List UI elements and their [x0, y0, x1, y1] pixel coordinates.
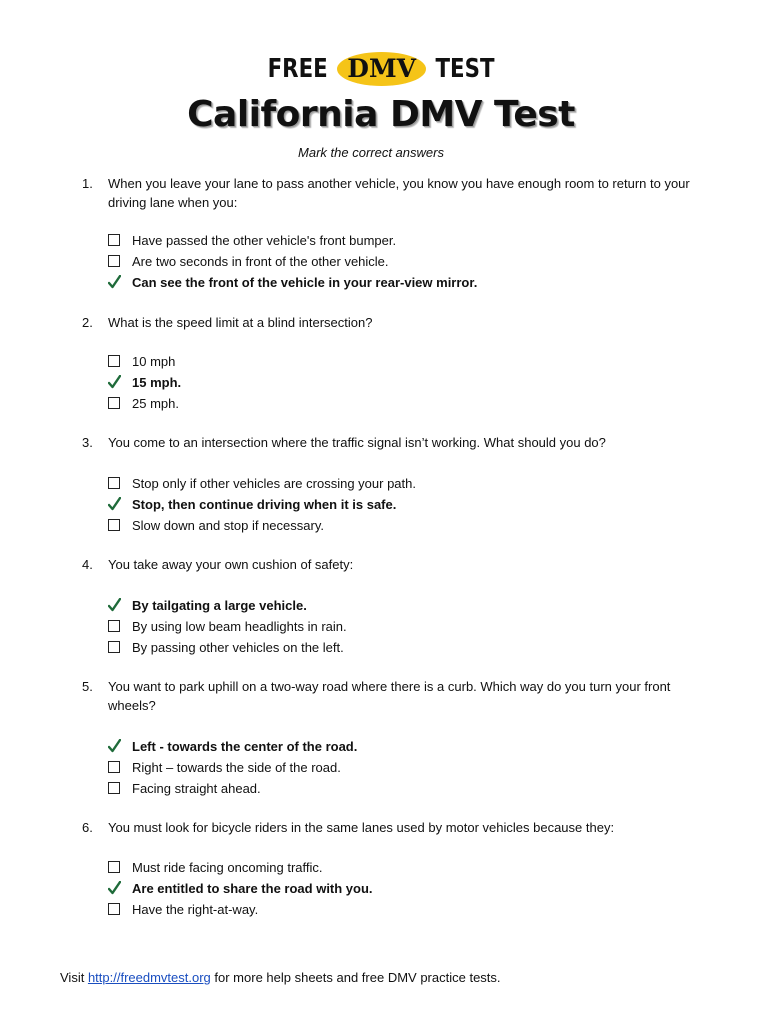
answer-label: Must ride facing oncoming traffic. [132, 859, 323, 875]
checkbox[interactable] [108, 903, 120, 915]
footer-suffix: for more help sheets and free DMV practice tests. [210, 970, 501, 985]
logo-free-text: FREE [267, 54, 328, 84]
question-number: 2. [82, 315, 93, 330]
answer-label: Right – towards the side of the road. [132, 759, 341, 775]
answer-option[interactable] [108, 351, 175, 371]
checkbox[interactable] [108, 861, 120, 873]
checkbox[interactable] [108, 355, 120, 367]
answer-label: Left - towards the center of the road. [132, 738, 358, 754]
answer-option[interactable] [108, 878, 373, 898]
answer-label: Slow down and stop if necessary. [132, 517, 324, 533]
checkbox[interactable] [108, 234, 120, 246]
footer [60, 970, 501, 985]
answer-option[interactable] [108, 473, 416, 493]
checkbox[interactable] [108, 641, 120, 653]
logo [0, 52, 762, 86]
checkmark-icon[interactable] [108, 598, 121, 612]
checkmark-icon[interactable] [108, 739, 121, 753]
answer-option[interactable] [108, 230, 396, 250]
answer-option[interactable] [108, 857, 323, 877]
answer-label: 10 mph [132, 353, 176, 369]
logo-dmv-oval: DMV [337, 52, 426, 86]
answer-label: Can see the front of the vehicle in your rear-view mirror. [132, 274, 478, 290]
answer-option[interactable] [108, 757, 341, 777]
checkmark-icon[interactable] [108, 497, 121, 511]
logo-test-text: TEST [435, 54, 495, 84]
answer-option[interactable] [108, 272, 477, 292]
answer-label: Stop only if other vehicles are crossing your path. [132, 475, 416, 491]
page-title: California DMV Test [187, 94, 575, 135]
question-text: What is the speed limit at a blind intersection? [108, 315, 373, 330]
checkbox[interactable] [108, 761, 120, 773]
answer-option[interactable] [108, 515, 324, 535]
answer-label: Are two seconds in front of the other vehicle. [132, 253, 389, 269]
question-number: 5. [82, 679, 93, 694]
page-subtitle: Mark the correct answers [298, 145, 444, 160]
question-number: 3. [82, 435, 93, 450]
answer-option[interactable] [108, 899, 258, 919]
question-text: When you leave your lane to pass another vehicle, you know you have enough room to return to your driving lane when you: [108, 176, 690, 210]
answer-label: Stop, then continue driving when it is safe. [132, 496, 397, 512]
answer-option[interactable] [108, 494, 396, 514]
answer-option[interactable] [108, 637, 344, 657]
question-text: You want to park uphill on a two-way road where there is a curb. Which way do you turn your front wheels? [108, 679, 671, 713]
answer-label: Have the right-at-way. [132, 901, 259, 917]
footer-link[interactable]: http://freedmvtest.org [87, 970, 211, 985]
answer-label: Have passed the other vehicle's front bumper. [132, 232, 397, 248]
question-text: You must look for bicycle riders in the same lanes used by motor vehicles because they: [108, 820, 615, 835]
answer-label: 25 mph. [132, 395, 179, 411]
checkmark-icon[interactable] [108, 275, 121, 289]
answer-label: By passing other vehicles on the left. [132, 639, 344, 655]
answer-option[interactable] [108, 736, 357, 756]
answer-option[interactable] [108, 372, 181, 392]
answer-label: Are entitled to share the road with you. [132, 880, 373, 896]
answer-option[interactable] [108, 778, 261, 798]
question-number: 6. [82, 820, 93, 835]
question-text: You come to an intersection where the traffic signal isn’t working. What should you do? [108, 435, 606, 450]
question-text: You take away your own cushion of safety: [108, 557, 354, 572]
checkbox[interactable] [108, 397, 120, 409]
footer-prefix: Visit [60, 970, 88, 985]
answer-label: By using low beam headlights in rain. [132, 618, 347, 634]
answer-option[interactable] [108, 393, 179, 413]
checkbox[interactable] [108, 519, 120, 531]
answer-option[interactable] [108, 595, 307, 615]
checkbox[interactable] [108, 620, 120, 632]
checkbox[interactable] [108, 477, 120, 489]
checkmark-icon[interactable] [108, 881, 121, 895]
question-number: 4. [82, 557, 93, 572]
checkbox[interactable] [108, 255, 120, 267]
answer-label: By tailgating a large vehicle. [132, 597, 307, 613]
checkbox[interactable] [108, 782, 120, 794]
answer-label: 15 mph. [132, 374, 182, 390]
answer-label: Facing straight ahead. [132, 780, 261, 796]
answer-option[interactable] [108, 616, 347, 636]
checkmark-icon[interactable] [108, 375, 121, 389]
answer-option[interactable] [108, 251, 389, 271]
question-number: 1. [82, 176, 93, 191]
